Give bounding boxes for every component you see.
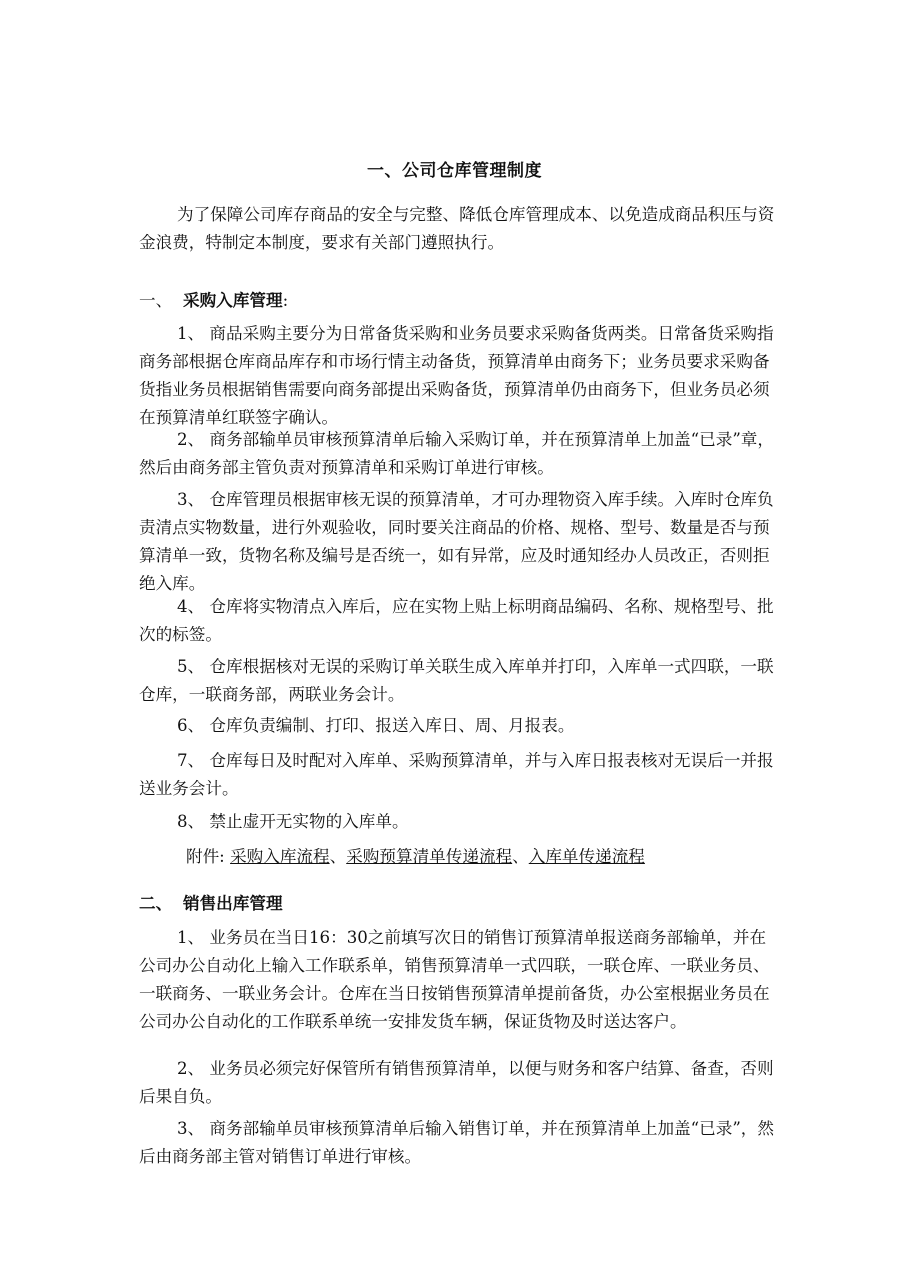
attachment-separator: 、: [512, 847, 529, 866]
list-item: 1、 商品采购主要分为日常备货采购和业务员要求采购备货两类。日常备货采购指商务部根据仓库商品库存和市场行情主动备货，预算清单由商务下；业务员要求采购备货指业务员根据销售需要向商务部提出采购备货，预算清单仍由商务下，但业务员必须在预算清单红联签字确认。: [139, 324, 774, 427]
list-item: 1、 业务员在当日16：30之前填写次日的销售订预算清单报送商务部输单，并在公司办公自动化上输入工作联系单，销售预算清单一式四联，一联仓库、一联业务员、一联商务、一联业务会计。仓库在当日按销售预算清单提前备货，办公室根据业务员在公司办公自动化的工作联系单统一安排发货车辆，保证货物及时送达客户。: [139, 928, 770, 1031]
section-title: 销售出库管理: [183, 894, 283, 913]
document-title: 一、公司仓库管理制度: [367, 161, 542, 181]
attachment-line: [186, 843, 645, 871]
list-item: 8、 禁止虚开无实物的入库单。: [177, 812, 409, 831]
list-item: 3、 仓库管理员根据审核无误的预算清单，才可办理物资入库手续。入库时仓库负责清点实物数量，进行外观验收，同时要关注商品的价格、规格、型号、数量是否与预算清单一致，货物名称及编号是否统一，如有异常，应及时通知经办人员改正，否则拒绝入库。: [139, 490, 774, 593]
list-item: 5、 仓库根据核对无误的采购订单关联生成入库单并打印，入库单一式四联，一联仓库，一联商务部，两联业务会计。: [139, 657, 774, 704]
intro-paragraph: 为了保障公司库存商品的安全与完整、降低仓库管理成本、以免造成商品积压与资金浪费，特制定本制度，要求有关部门遵照执行。: [139, 205, 775, 252]
list-item: 2、 商务部输单员审核预算清单后输入采购订单，并在预算清单上加盖“已录”章，然后由商务部主管负责对预算清单和采购订单进行审核。: [139, 430, 774, 477]
list-item: 7、 仓库每日及时配对入库单、采购预算清单，并与入库日报表核对无误后一并报送业务会计。: [139, 751, 774, 798]
attachment-separator: 、: [329, 847, 347, 866]
attachment-link-purchase-budget-flow[interactable]: 采购预算清单传递流程: [346, 847, 513, 866]
section-number: 二、: [139, 894, 173, 913]
section-heading-sales-outbound: [139, 890, 283, 918]
list-item: 2、 业务员必须完好保管所有销售预算清单，以便与财务和客户结算、备查，否则后果自负。: [139, 1059, 774, 1106]
section-colon: :: [282, 291, 289, 310]
list-item: 4、 仓库将实物清点入库后，应在实物上贴上标明商品编码、名称、规格型号、批次的标签。: [139, 597, 774, 644]
attachment-label: 附件:: [186, 847, 225, 866]
list-item: 3、 商务部输单员审核预算清单后输入销售订单，并在预算清单上加盖“已录”，然后由商务部主管对销售订单进行审核。: [139, 1119, 774, 1166]
attachment-link-purchase-inbound-flow[interactable]: 采购入库流程: [230, 847, 330, 866]
attachment-link-inbound-slip-flow[interactable]: 入库单传递流程: [528, 847, 645, 866]
section-heading-purchase-inbound: [139, 287, 288, 315]
section-title: 采购入库管理: [183, 291, 283, 310]
section-number: 一、: [139, 291, 173, 310]
list-item: 6、 仓库负责编制、打印、报送入库日、周、月报表。: [177, 716, 575, 735]
